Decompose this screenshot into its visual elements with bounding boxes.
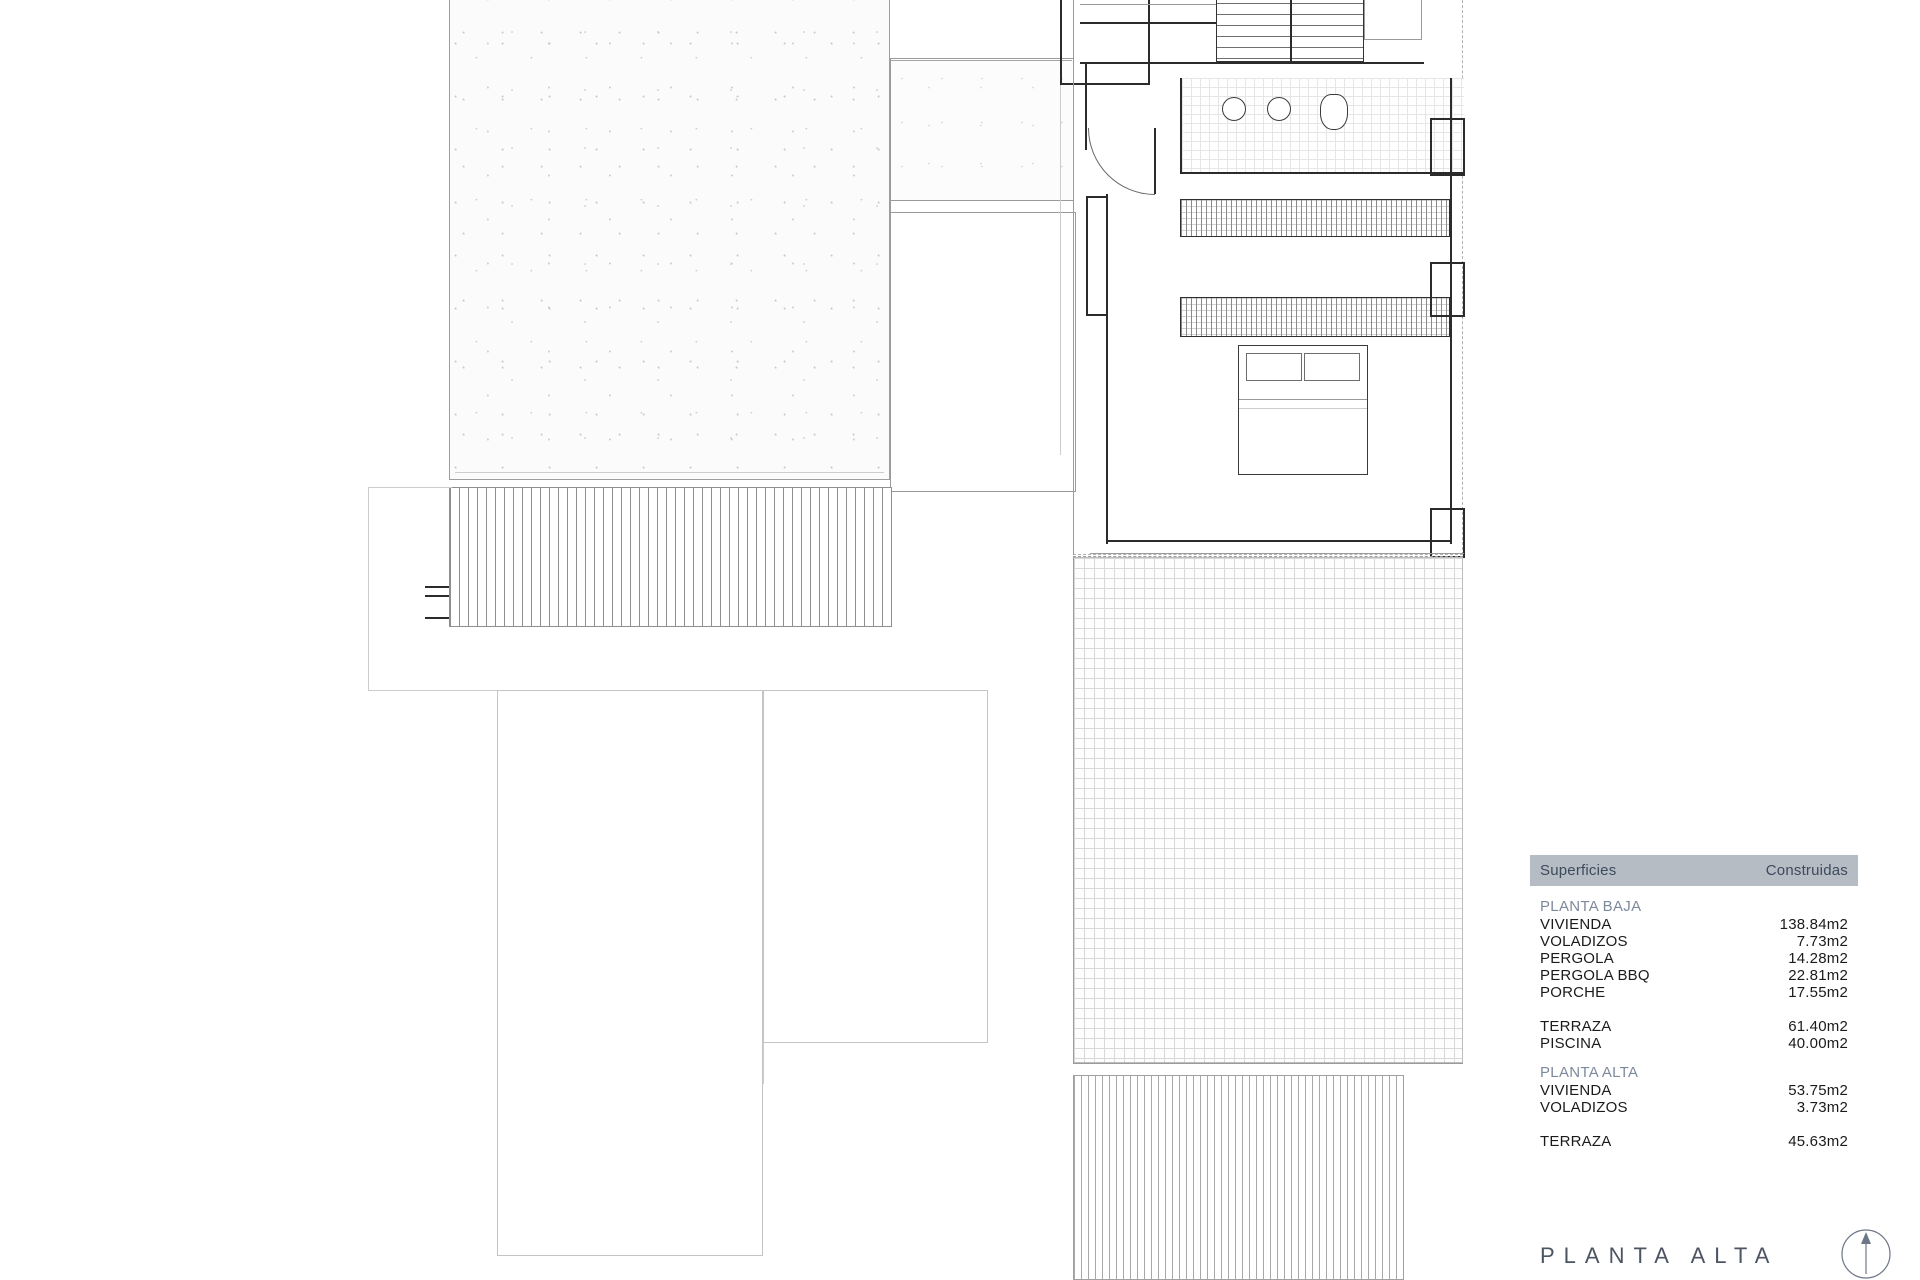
legend-row-label: PERGOLA — [1540, 950, 1614, 967]
legend-row — [1530, 933, 1858, 950]
patio-outline-left — [368, 487, 369, 690]
stair-handrail — [1290, 0, 1292, 62]
stair-landing — [1364, 0, 1422, 40]
pool-ladder-step-2 — [425, 595, 449, 597]
swimming-pool — [449, 0, 890, 480]
legend-spacer — [1530, 1116, 1858, 1133]
legend-row-label: PORCHE — [1540, 984, 1606, 1001]
legend-row — [1530, 1035, 1858, 1052]
facade-line-left-outer — [1060, 85, 1061, 455]
stair-upper-line — [1080, 4, 1216, 5]
garden-step-line — [763, 1083, 764, 1084]
legend-row-value: 14.28m2 — [1788, 950, 1848, 967]
legend-row — [1530, 1133, 1858, 1150]
bed-fold-line — [1239, 408, 1367, 409]
stair-upper-wall — [1080, 22, 1216, 24]
legend-row-label: VIVIENDA — [1540, 916, 1612, 933]
wardrobe-upper — [1180, 199, 1450, 237]
legend-row — [1530, 916, 1858, 933]
boundary-line-left-of-court — [890, 58, 891, 498]
patio-outline-top — [368, 487, 452, 488]
terrace-wall-left — [1073, 557, 1074, 1063]
garden-divider-line — [763, 1043, 764, 1083]
side-court-rect — [890, 212, 1076, 492]
legend-row — [1530, 1099, 1858, 1116]
pool-coping-line — [455, 472, 884, 473]
legend-row — [1530, 950, 1858, 967]
washbasin-left-icon — [1222, 97, 1246, 121]
legend-row-value: 53.75m2 — [1788, 1082, 1848, 1099]
bedroom-south-wall — [1106, 540, 1450, 542]
legend-row-value: 138.84m2 — [1779, 916, 1848, 933]
bed-pillow-left — [1246, 353, 1302, 381]
legend-row-value: 40.00m2 — [1788, 1035, 1848, 1052]
legend-body — [1530, 886, 1858, 1150]
page-title: PLANTA ALTA — [1540, 1243, 1779, 1268]
window-opening-right-lower — [1430, 262, 1465, 317]
legend-section-title-planta-baja: PLANTA BAJA — [1540, 898, 1642, 915]
surface-areas-legend — [1530, 855, 1858, 1150]
wood-deck-lower — [1073, 1075, 1404, 1280]
pool-ladder-step-3 — [425, 617, 449, 619]
legend-header-left: Superficies — [1540, 862, 1617, 879]
legend-row-label: PERGOLA BBQ — [1540, 967, 1650, 984]
terrace-bottom-wall — [1073, 1063, 1463, 1064]
bathroom-door-leaf — [1154, 128, 1156, 194]
bed-duvet-line — [1239, 399, 1367, 400]
legend-row-label: VOLADIZOS — [1540, 933, 1628, 950]
legend-row-value: 22.81m2 — [1788, 967, 1848, 984]
garden-plot-right — [763, 690, 988, 1043]
legend-row-value: 17.55m2 — [1788, 984, 1848, 1001]
paved-terrace-upper — [890, 60, 1072, 201]
legend-row — [1530, 984, 1858, 1001]
legend-row-label: VOLADIZOS — [1540, 1099, 1628, 1116]
bathroom — [1180, 78, 1464, 174]
facade-line-left — [1073, 0, 1074, 555]
roof-terrace — [1073, 557, 1463, 1063]
wardrobe-lower — [1180, 297, 1450, 337]
legend-row-label: PISCINA — [1540, 1035, 1602, 1052]
terrace-edge-line-bottom — [890, 200, 1074, 201]
legend-header-right: Construidas — [1765, 862, 1848, 879]
wood-deck-pool-edge — [449, 487, 892, 627]
legend-spacer — [1530, 1052, 1858, 1062]
window-opening-left-upper — [1086, 196, 1108, 316]
legend-row-label: TERRAZA — [1540, 1018, 1612, 1035]
legend-row-label: VIVIENDA — [1540, 1082, 1612, 1099]
north-arrow-icon — [1840, 1228, 1892, 1280]
pool-ladder-step-1 — [425, 586, 449, 588]
garden-plot-left — [497, 690, 763, 1256]
legend-row — [1530, 967, 1858, 984]
stair-block-bottom-wall — [1080, 62, 1424, 64]
bedroom-threshold-line — [1090, 553, 1464, 554]
toilet-icon — [1320, 94, 1348, 130]
washbasin-right-icon — [1267, 97, 1291, 121]
window-opening-right-upper — [1430, 118, 1465, 176]
legend-row — [1530, 1082, 1858, 1099]
legend-row-value: 61.40m2 — [1788, 1018, 1848, 1035]
window-opening-right-bottom — [1430, 508, 1465, 558]
legend-row-label: TERRAZA — [1540, 1133, 1612, 1150]
terrace-edge-line-top — [890, 58, 1074, 59]
wall-vertical-left — [1085, 62, 1087, 150]
legend-row-value: 7.73m2 — [1796, 933, 1848, 950]
legend-row-value: 45.63m2 — [1788, 1133, 1848, 1150]
legend-spacer — [1530, 1001, 1858, 1018]
legend-row-value: 3.73m2 — [1796, 1099, 1848, 1116]
legend-section-title-planta-alta: PLANTA ALTA — [1540, 1064, 1639, 1081]
bed-pillow-right — [1304, 353, 1360, 381]
legend-row — [1530, 1018, 1858, 1035]
legend-header — [1530, 855, 1858, 886]
